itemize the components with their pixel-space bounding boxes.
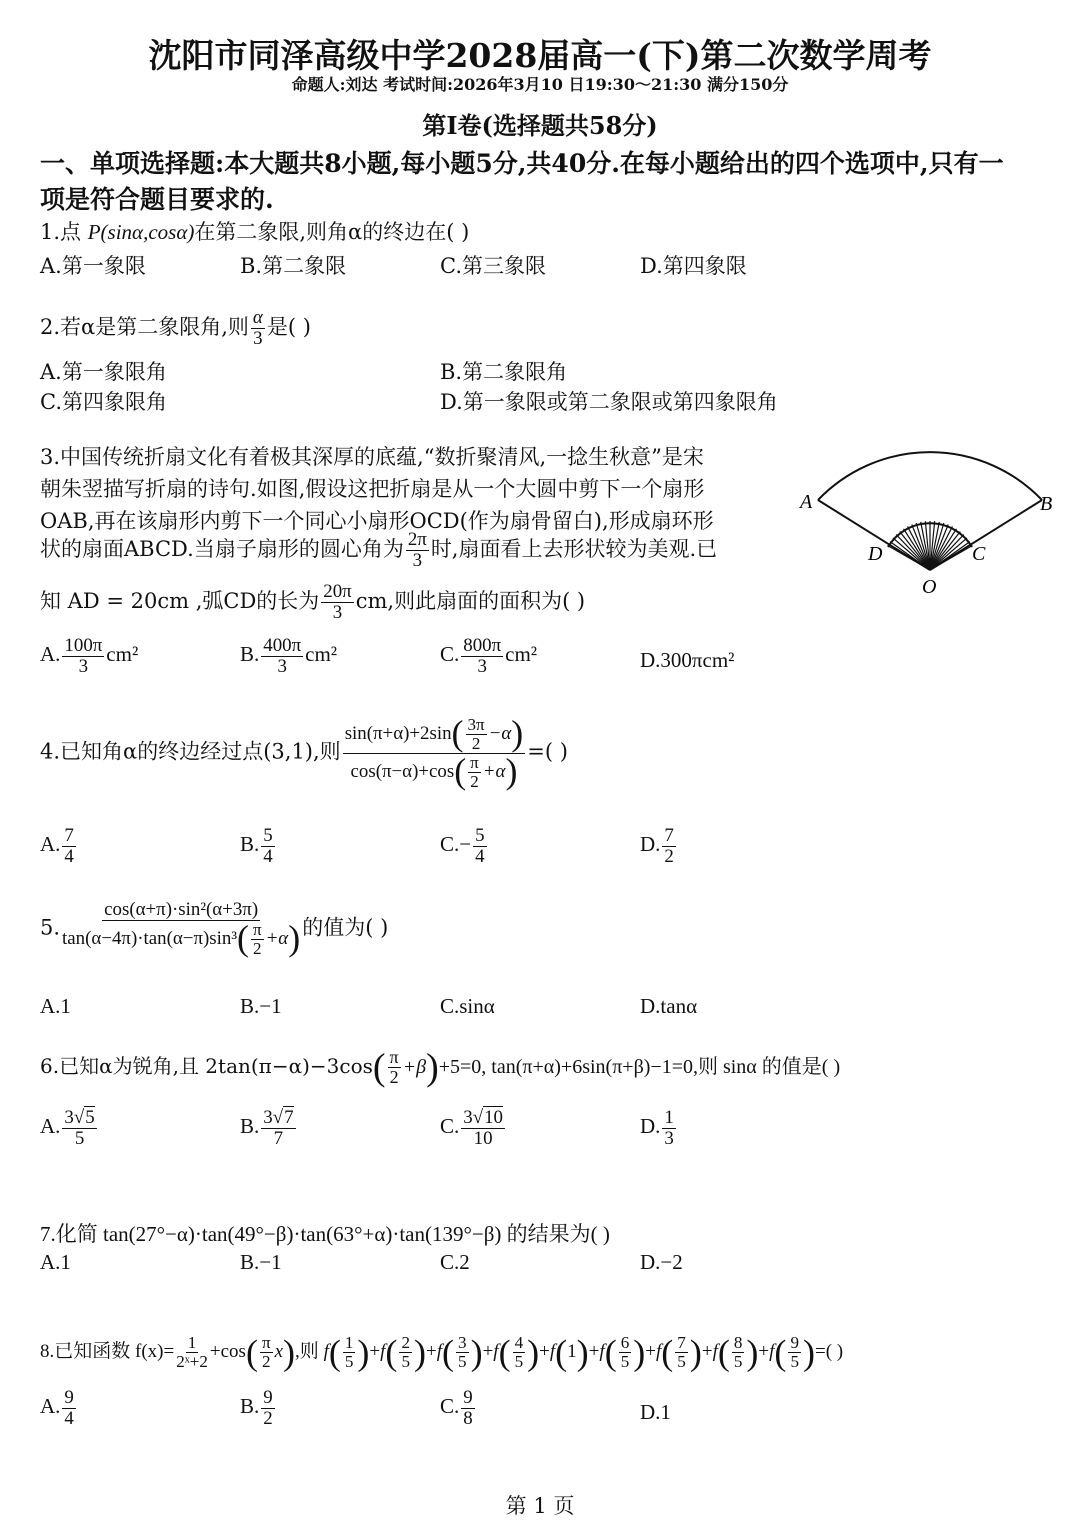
q8-term: f( $\frac{9}{5}$ ) xyxy=(769,1332,815,1373)
q1-option-c: C.第三象限 xyxy=(440,254,546,278)
q5-option-a: A.1 xyxy=(40,994,71,1018)
page-number: 第 1 页 xyxy=(505,1494,575,1518)
q8-term: f(1)+ xyxy=(549,1332,600,1373)
exam-title: 沈阳市同泽高级中学2028届高一(下)第二次数学周考 xyxy=(148,36,932,75)
part-title: 第I卷(选择题共58分) xyxy=(422,111,658,140)
exam-meta: 命题人:刘达 考试时间:2026年3月10 日19:30～21:30 满分150分 xyxy=(291,75,789,94)
q8-term: f( $\frac{7}{5}$ )+ xyxy=(655,1332,713,1373)
q6-option-d: D. $\frac{1}{3}$ xyxy=(640,1107,674,1149)
section-heading-line2: 项是符合题目要求的. xyxy=(40,185,274,214)
q2-option-b: B.第二象限角 xyxy=(440,360,568,384)
q5-option-c: C.sinα xyxy=(440,994,495,1018)
q2-pre: 2.若α是第二象限角,则 xyxy=(40,314,249,339)
q7-option-a: A.1 xyxy=(40,1250,71,1274)
fan-figure xyxy=(790,430,1070,610)
question-7: 7.化简 tan(27°−α)·tan(49°−β)·tan(63°+α)·tan(139°−β) 的结果为( ) xyxy=(40,1222,610,1246)
section-heading-line1: 一、单项选择题:本大题共8小题,每小题5分,共40分.在每小题给出的四个选项中,只有一 xyxy=(40,149,1004,178)
q8-option-c: C. $\frac{9}{8}$ xyxy=(440,1387,473,1429)
q4-option-b: B. $\frac{5}{4}$ xyxy=(240,825,273,867)
q2-post: 是( ) xyxy=(266,314,311,339)
q8-term: f( $\frac{8}{5}$ )+ xyxy=(712,1332,770,1373)
q1-pre: 1.点 xyxy=(40,220,88,244)
q7-option-c: C.2 xyxy=(440,1250,470,1274)
q1-post: 在第二象限,则角α的终边在( ) xyxy=(194,220,470,244)
question-8: 8.已知函数 f(x)= $\frac{1}{\text{2ˣ+2}}$ +cos( $\frac{\pi}{2}$ x),则 f( $\frac{1}{5}$ )+f( $\frac{2}{5}$ )+f( $\frac{3}{5}$ )+f( $\frac{4}{5}$ )+f(1)+f( $\frac{6}{5}$ )+f( $\frac{7}{5}$ )+f( $\frac{8}{5}$ )+f( $\frac{9}{5}$ )=( ) xyxy=(40,1332,844,1373)
q3-line4: 状的扇面ABCD.当扇子扇形的圆心角为 $\frac{2\pi}{3}$ 时,扇面看上去形状较为美观.已 xyxy=(40,529,718,571)
q3-option-b: B. $\frac{400\pi}{3}$ cm² xyxy=(240,635,338,677)
q2-fraction: $\frac{\alpha}{3}$ xyxy=(252,307,263,349)
q8-term: f( $\frac{6}{5}$ )+ xyxy=(599,1332,656,1373)
q5-option-b: B.−1 xyxy=(240,994,282,1018)
question-2 xyxy=(40,308,311,349)
fig-label-d: D xyxy=(868,543,883,565)
q6-option-c: C. $\frac{3√10}{10}$ xyxy=(440,1107,503,1149)
q7-option-b: B.−1 xyxy=(240,1250,282,1274)
fig-label-o: O xyxy=(922,576,937,598)
fan-rib xyxy=(930,531,960,570)
q8-term: f( $\frac{2}{5}$ )+ xyxy=(380,1332,437,1373)
fig-label-a: A xyxy=(800,491,813,513)
fig-label-b: B xyxy=(1040,493,1053,515)
q4-option-c: C.− $\frac{5}{4}$ xyxy=(440,825,485,867)
q3-line3: OAB,再在该扇形内剪下一个同心小扇形OCD(作为扇骨留白),形成扇环形 xyxy=(40,509,714,533)
fig-label-c: C xyxy=(972,543,986,565)
q3-line5: 知 AD = 20cm ,弧CD的长为 $\frac{20\pi}{3}$ cm,则此扇面的面积为( ) xyxy=(40,581,586,623)
fan-rib xyxy=(900,531,930,570)
q8-term: f( $\frac{1}{5}$ )+ xyxy=(323,1332,381,1373)
q7-option-d: D.−2 xyxy=(640,1250,683,1274)
q3-line1: 3.中国传统折扇文化有着极其深厚的底蕴,“数折聚清风,一捻生秋意”是宋 xyxy=(40,445,704,469)
q1-option-a: A.第一象限 xyxy=(40,254,146,278)
q8-term: f( $\frac{4}{5}$ )+ xyxy=(493,1332,550,1373)
q3-line2: 朝朱翌描写折扇的诗句.如图,假设这把折扇是从一个大圆中剪下一个扇形 xyxy=(40,477,705,501)
q6-option-b: B. $\frac{3√7}{7}$ xyxy=(240,1107,294,1149)
q6-option-a: A. $\frac{3√5}{5}$ xyxy=(40,1107,95,1149)
q2-option-a: A.第一象限角 xyxy=(40,360,167,384)
q3-option-d: D.300πcm² xyxy=(640,648,735,672)
q4-option-a: A. $\frac{7}{4}$ xyxy=(40,825,74,867)
question-5: 5. cos(α+π)·sin²(α+3π) tan(α−4π)·tan(α−π)sin³ ( $\frac{\pi}{2}$ +α ) 的值为( ) xyxy=(40,899,389,959)
q8-option-d: D.1 xyxy=(640,1400,671,1424)
q5-option-d: D.tanα xyxy=(640,994,698,1018)
question-4: 4.已知角α的终边经过点(3,1),则 sin(π+α)+2sin ( $\frac{3\pi}{2}$ −α ) cos(π−α)+cos ( $\frac{\pi}{2}$ +α ) =( ) xyxy=(40,713,568,792)
q4-option-d: D. $\frac{7}{2}$ xyxy=(640,825,674,867)
q1-option-b: B.第二象限 xyxy=(240,254,347,278)
question-1 xyxy=(40,216,469,246)
q8-option-b: B. $\frac{9}{2}$ xyxy=(240,1387,273,1429)
q2-option-c: C.第四象限角 xyxy=(40,390,167,414)
q3-option-a: A. $\frac{100\pi}{3}$ cm² xyxy=(40,635,139,677)
q3-option-c: C. $\frac{800\pi}{3}$ cm² xyxy=(440,635,538,677)
q2-option-d: D.第一象限或第二象限或第四象限角 xyxy=(440,390,778,414)
q8-term: f( $\frac{3}{5}$ )+ xyxy=(436,1332,494,1373)
q8-option-a: A. $\frac{9}{4}$ xyxy=(40,1387,74,1429)
q1-option-d: D.第四象限 xyxy=(640,254,747,278)
question-6: 6.已知α为锐角,且 2tan(π−α)−3cos( $\frac{\pi}{2}$ +β)+5=0, tan(π+α)+6sin(π+β)−1=0,则 sinα 的值是( ) xyxy=(40,1046,841,1089)
q1-expr: P(sinα,cosα) xyxy=(87,220,195,244)
